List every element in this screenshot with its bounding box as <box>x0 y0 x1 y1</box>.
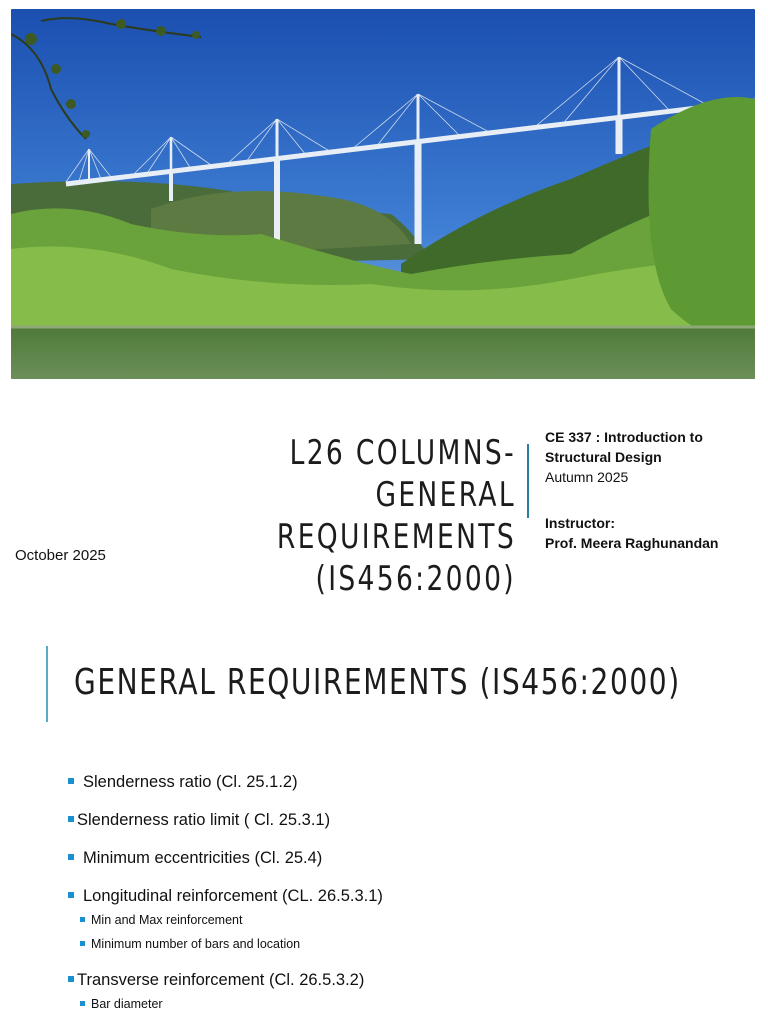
bullet-icon <box>80 1001 85 1006</box>
bullet-icon <box>80 917 85 922</box>
sub-list-item: Min and Max reinforcement <box>80 912 383 928</box>
title-divider <box>527 444 529 518</box>
content-title: GENERAL REQUIREMENTS (IS456:2000) <box>74 662 681 703</box>
content-slide <box>0 620 768 1024</box>
instructor-info <box>545 513 760 553</box>
list-item: Longitudinal reinforcement (CL. 26.5.3.1) <box>68 886 383 906</box>
bullet-icon <box>68 778 74 784</box>
bullet-icon <box>80 941 85 946</box>
sub-list-item: Bar diameter <box>80 996 383 1012</box>
bullet-icon <box>68 854 74 860</box>
list-item: Slenderness ratio limit ( Cl. 25.3.1) <box>68 810 383 830</box>
course-code-line: CE 337 : Introduction to <box>545 429 703 445</box>
instructor-label: Instructor: <box>545 515 615 531</box>
list-item: Minimum eccentricities (Cl. 25.4) <box>68 848 383 868</box>
course-info <box>545 427 760 487</box>
course-name-line: Structural Design <box>545 449 662 465</box>
bullet-icon <box>68 816 74 822</box>
course-term: Autumn 2025 <box>545 469 629 485</box>
list-item: Slenderness ratio (Cl. 25.1.2) <box>68 772 383 792</box>
slide-title: L26 COLUMNS-GENERAL REQUIREMENTS (IS456:2000) <box>276 433 516 599</box>
sub-list-item: Minimum number of bars and location <box>80 936 383 952</box>
slide-date: October 2025 <box>15 547 106 564</box>
instructor-name: Prof. Meera Raghunandan <box>545 535 719 551</box>
bullet-icon <box>68 976 74 982</box>
list-item: Transverse reinforcement (Cl. 26.5.3.2) <box>68 970 383 990</box>
bridge-photo <box>11 9 755 379</box>
title-accent-bar <box>46 646 48 722</box>
bullet-icon <box>68 892 74 898</box>
requirements-list <box>68 772 383 1012</box>
